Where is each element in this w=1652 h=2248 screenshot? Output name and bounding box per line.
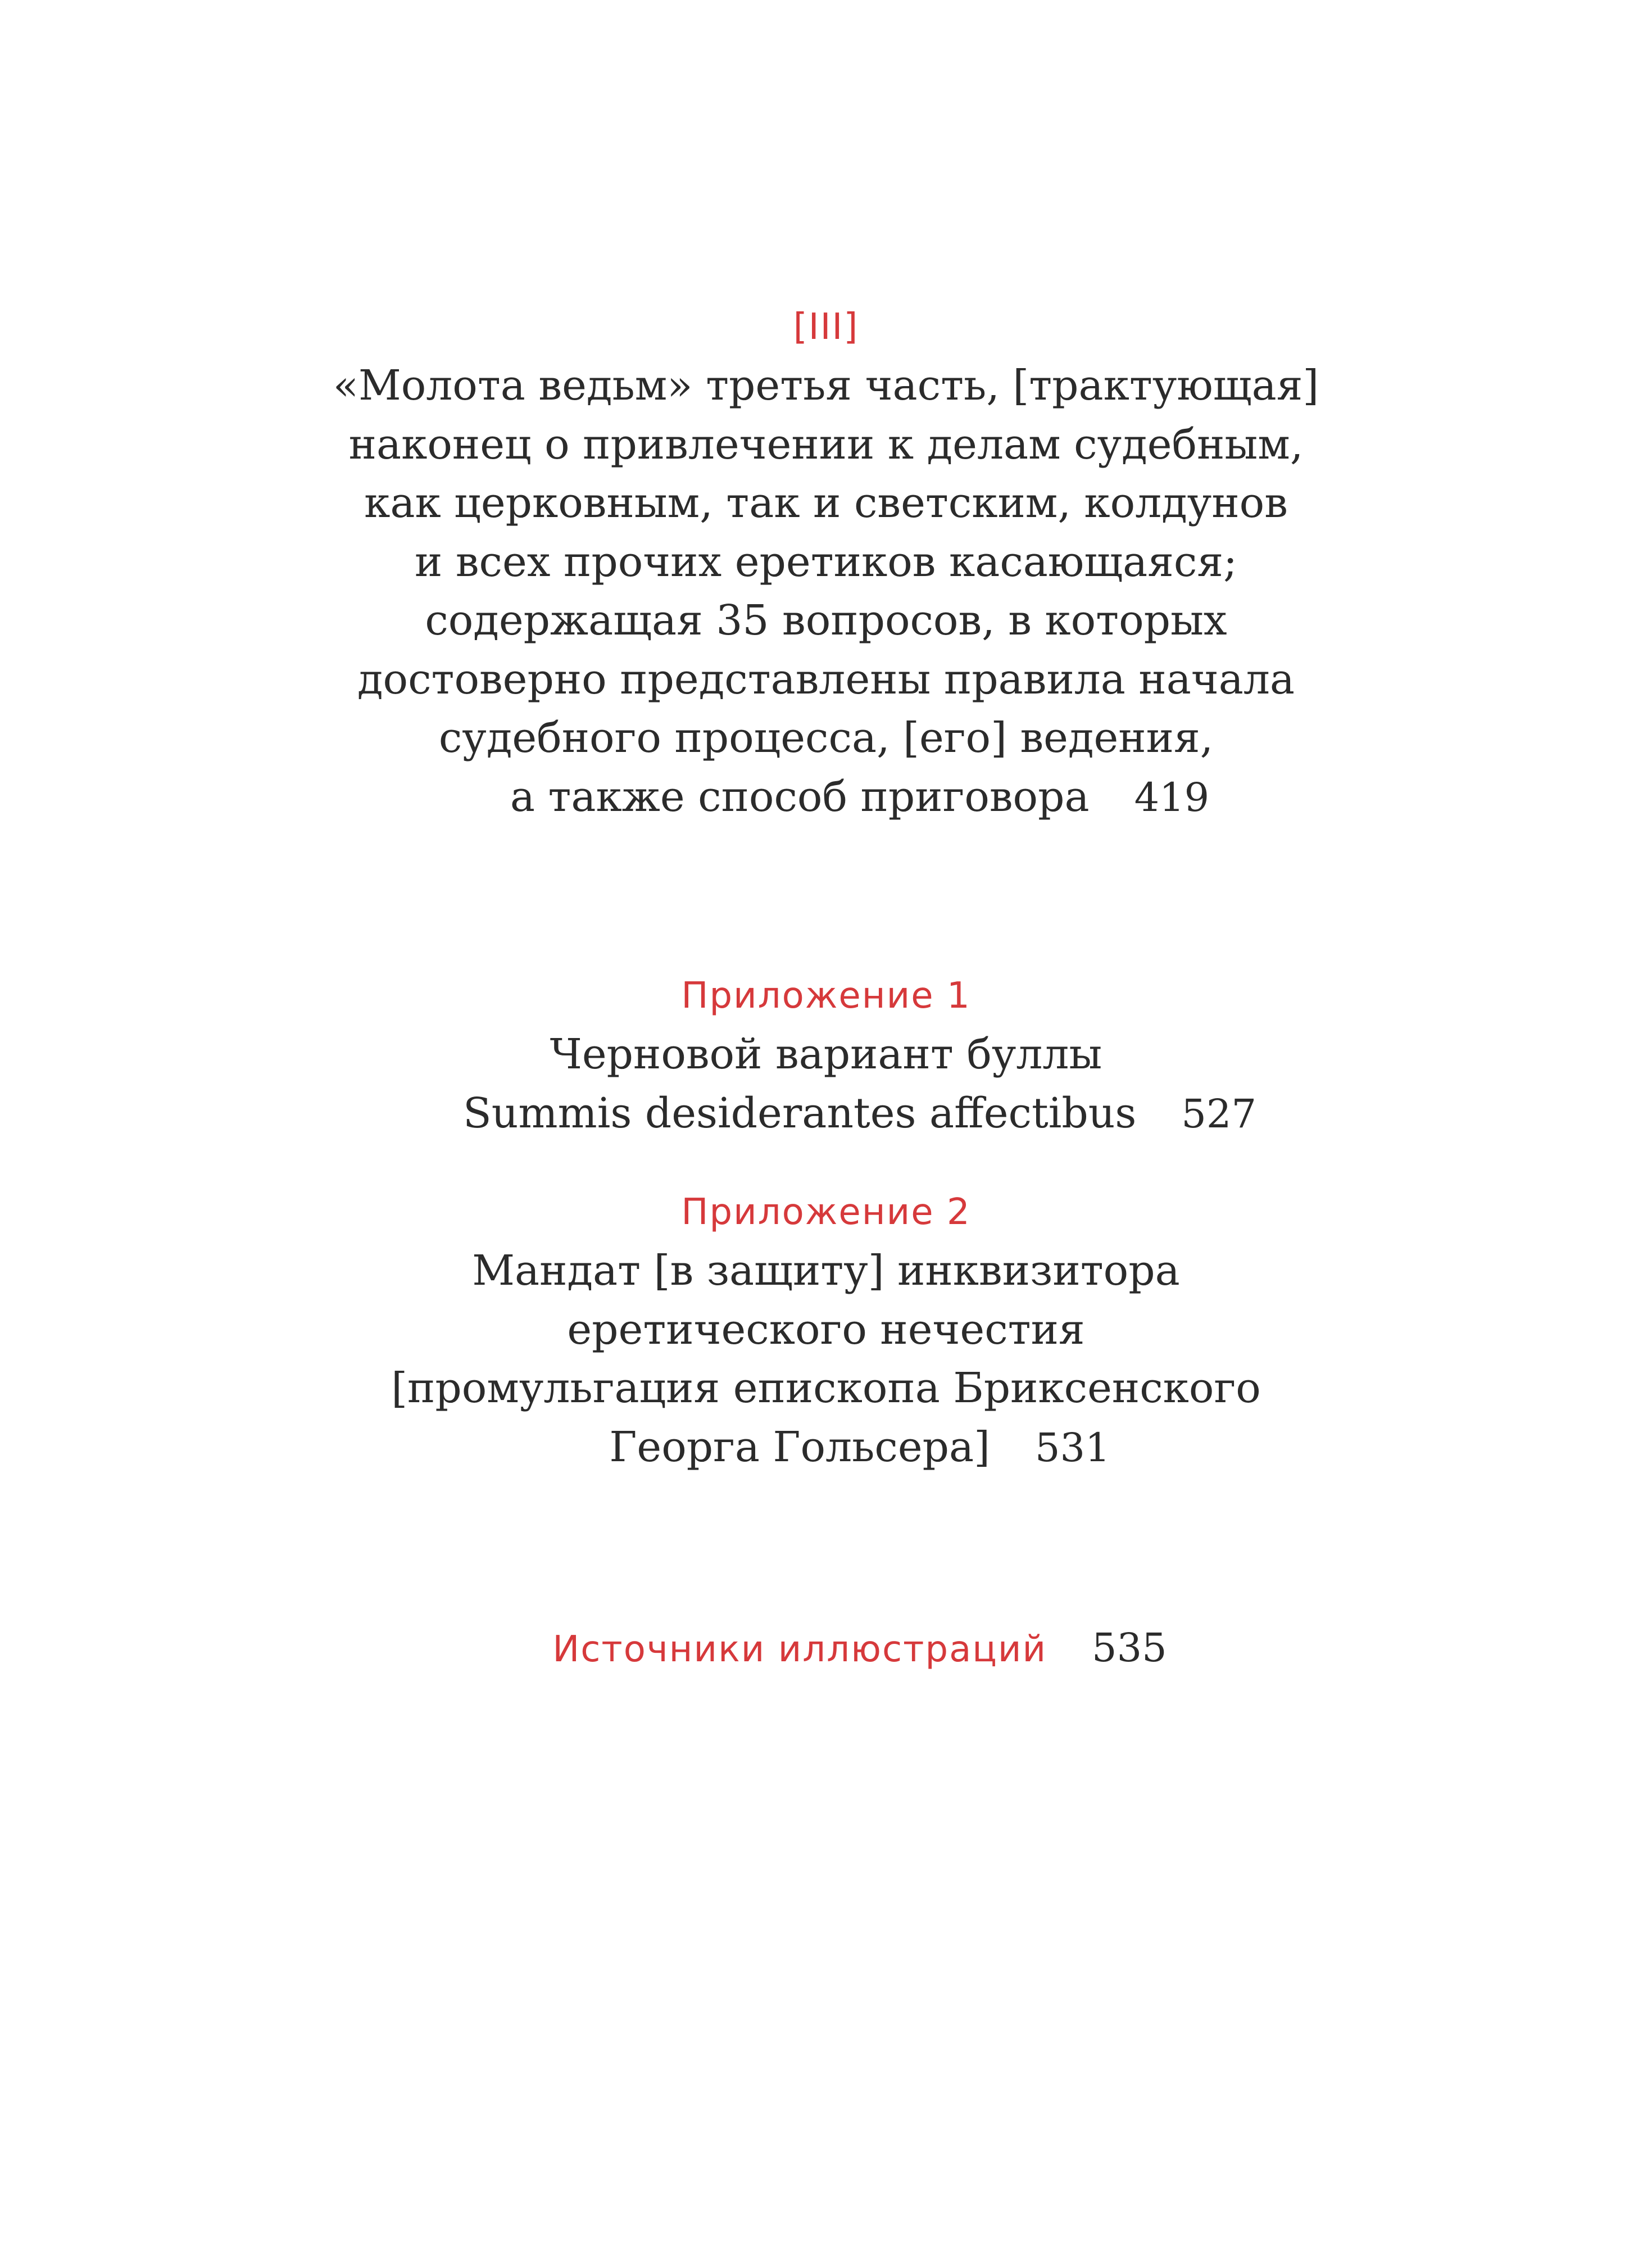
- appendix-2-title-line-1: Мандат [в защиту] инквизитора: [472, 1247, 1180, 1295]
- part-3-title-line-6: достоверно представлены правила начала: [357, 655, 1295, 704]
- part-3-title-line-3: как церковным, так и светским, колдунов: [364, 479, 1288, 527]
- appendix-2-heading: Приложение 2: [681, 1191, 971, 1233]
- part-3-title-last-text: а также способ приговора: [510, 772, 1090, 821]
- part-3-title-line-4: и всех прочих еретиков касающаяся;: [415, 537, 1237, 586]
- appendix-1-heading: Приложение 1: [681, 975, 971, 1017]
- part-3-title-line-2: наконец о привлечении к делам судебным,: [348, 420, 1304, 469]
- toc-entry-appendix-2: [0, 1183, 1652, 1477]
- appendix-1-title-last-text: Summis desiderantes affectibus: [463, 1089, 1137, 1137]
- appendix-2-title-line-4: [0, 1418, 1652, 1477]
- part-3-title-line-7: судебного процесса, [его] ведения,: [438, 714, 1214, 762]
- part-3-page-number: 419: [1134, 774, 1210, 821]
- appendix-2-title-line-2: еретического нечестия: [567, 1305, 1085, 1354]
- appendix-2-title-line-3: [промульгация епископа Бриксенского: [391, 1364, 1261, 1412]
- appendix-1-page-number: 527: [1181, 1090, 1256, 1137]
- appendix-1-title-line-1: Черновой вариант буллы: [550, 1030, 1102, 1078]
- part-3-title-line-8: [0, 768, 1652, 827]
- sources-page-number: 535: [1092, 1625, 1167, 1671]
- toc-entry-appendix-1: [0, 967, 1652, 1143]
- part-3-title-line-5: содержащая 35 вопросов, в которых: [425, 596, 1227, 645]
- part-3-heading: [III]: [793, 306, 859, 348]
- sources-line: [0, 1619, 1652, 1688]
- toc-entry-sources: [0, 1619, 1652, 1688]
- appendix-1-title-line-2: [0, 1084, 1652, 1144]
- appendix-2-page-number: 531: [1034, 1424, 1110, 1471]
- toc-entry-part-3: [0, 298, 1652, 827]
- appendix-2-title-last-text: Георга Гольсера]: [609, 1422, 990, 1471]
- part-3-title-line-1: «Молота ведьм» третья часть, [трактующая]: [333, 361, 1319, 410]
- sources-heading: Источники иллюстраций: [552, 1629, 1047, 1670]
